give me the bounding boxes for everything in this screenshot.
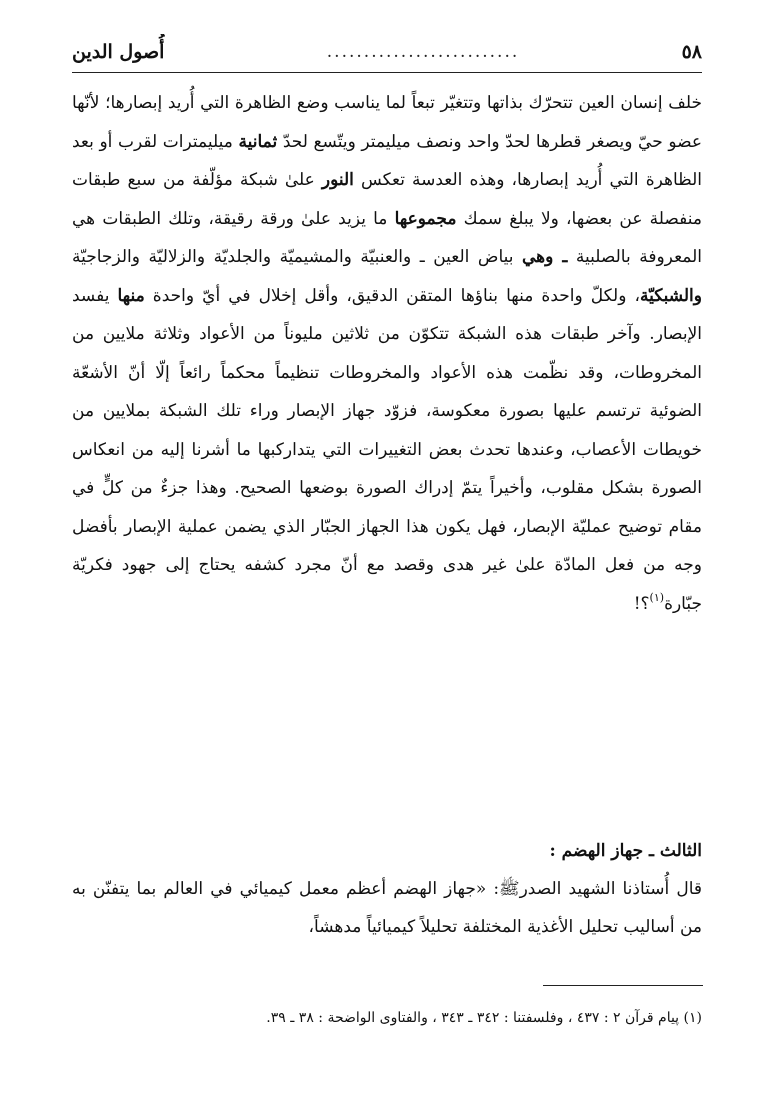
- header-rule: [72, 72, 702, 73]
- main-text: [72, 84, 702, 623]
- running-title: أُصول الدين: [72, 41, 165, 63]
- section-heading: الثالث ـ جهاز الهضم :: [549, 841, 702, 861]
- footnote: (١) پيام قرآن ٢ : ٤٣٧ ، وفلسفتنا : ٣٤٢ ـ ٣٤٣ ، والفتاوى الواضحة : ٣٨ ـ ٣٩.: [266, 1010, 702, 1026]
- text-run: ما يزيد علىٰ ورقة رقيقة، وتلك الطبقات هي المعروفة بالصلبية: [72, 208, 702, 267]
- text-run: ، ولكلّ واحدة منها بناؤها المتقن الدقيق، وأقل إخلال في أيّ واحدة: [144, 285, 640, 306]
- bold-word: ثمانية: [238, 131, 278, 152]
- text-run: بياض العين ـ والعنبيّة والمشيميّة والجلديّة والزلاليّة والزجاجيّة: [72, 247, 523, 267]
- footnote-reference[interactable]: (١): [649, 590, 665, 604]
- page-number: ٥٨: [681, 41, 702, 63]
- text-run: ميليمترات لقرب أو بعد الظاهرة التي أُريد إبصارها، وهذه العدسة تعكس: [72, 131, 702, 190]
- text-run: خلف إنسان العين تتحرّك بذاتها وتتغيّر تبعاً لما يناسب وضع الظاهرة التي أُريد إبصارها؛ لأنّها عضو حيّ ويصغر قطرها لحدّ واحد ونصف ميليمتر ويتّسع لحدّ: [72, 93, 702, 152]
- bold-word: والشبكيّة: [639, 285, 702, 306]
- bold-word: النور: [321, 170, 354, 190]
- text-run: علىٰ شبكة مؤلّفة من سبع طبقات منفصلة عن بعضها، ولا يبلغ سمك: [72, 170, 702, 229]
- text-run: يفسد الإبصار. وآخر طبقات هذه الشبكة تتكوّن من ثلاثين مليوناً من الأعواد وثلاثة ملايين من المخروطات، وقد نظّمت هذه الأعواد والمخروطات تنظيماً محكماً رائعاً إلّا أنّ الأشعّة الضوئية ترتسم عليها بصورة معكوسة، فزوّد جهاز الإبصار وراء تلك الشبكة بملايين من خويطات الأعصاب، وعندها تحدث بعض التغييرات التي يتداركبها ما أشرنا إليه من انعكاس الصورة بشكل مقلوب، وأخيراً يتمّ إدراك الصورة بوضعها الصحيح. وهذا جزءٌ من كلٍّ في مقام توضيح عمليّة الإبصار، فهل يكون هذا الجهاز الجبّار الذي يضمن عملية الإبصار بأفضل وجه من فعل المادّة علىٰ غير هدى وقصد مع أنّ مجرد كشفه يحتاج إلى جهود فكريّة جبّارة: [72, 285, 702, 614]
- bold-word: منها: [117, 285, 145, 306]
- digestive-section: [72, 832, 702, 946]
- page-header: [72, 34, 702, 70]
- section-paragraph: قال أُستاذنا الشهيد الصدرﷺ: «جهاز الهضم أعظم معمل كيميائي في العالم بما يتفنّن به من أساليب تحليل الأغذية المختلفة تحليلاً كيميائياً مدهشاً،: [72, 879, 702, 937]
- bold-word: ـ وهي: [522, 247, 568, 267]
- header-leader-dots: ..........................: [326, 42, 520, 62]
- footnote-rule: [543, 985, 703, 986]
- text-run: ؟!: [633, 593, 650, 614]
- paragraph-eye: [72, 84, 702, 623]
- bold-word: مجموعها: [394, 208, 457, 229]
